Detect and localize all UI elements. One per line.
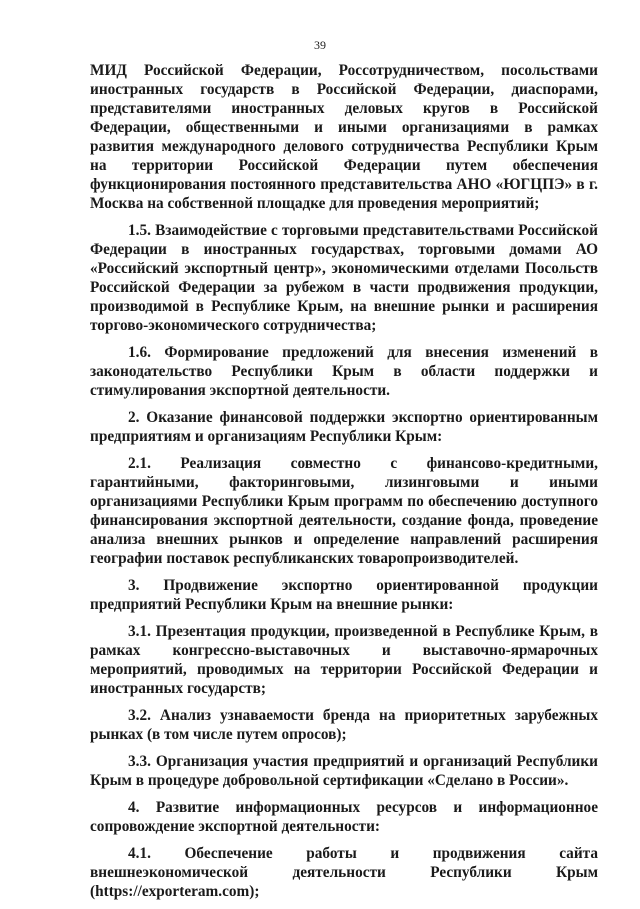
page-number: 39 [314,38,326,52]
paragraph-1-5: 1.5. Взаимодействие с торговыми представительствами Российской Федерации в иностранных государствах, торговыми домами АО «Российский экспортный центр», экономическими отделами Посольств Российской Федерации за рубежом в части продвижения продукции, производимой в Республике Крым, на внешние рынки и расширения торгово-экономического сотрудничества; [90,222,598,334]
paragraph-2-1: 2.1. Реализация совместно с финансово-кредитными, гарантийными, факторинговыми, лизинговыми и иными организациями Республики Крым программ по обеспечению доступного финансирования экспортной деятельности, создание фонда, проведение анализа внешних рынков и определение направлений расширения географии поставок республиканских товаропроизводителей. [90,455,598,567]
paragraph-3: 3. Продвижение экспортно ориентированной продукции предприятий Республики Крым на внешние рынки: [90,577,598,613]
paragraph-3-2: 3.2. Анализ узнаваемости бренда на приоритетных зарубежных рынках (в том числе путем опросов); [90,707,598,743]
document-body [90,61,598,909]
paragraph-3-1: 3.1. Презентация продукции, произведенной в Республике Крым, в рамках конгрессно-выставочных и выставочно-ярмарочных мероприятий, проводимых на территории Российской Федерации и иностранных государств; [90,623,598,697]
paragraph-4: 4. Развитие информационных ресурсов и информационное сопровождение экспортной деятельности: [90,799,598,835]
paragraph-1-6: 1.6. Формирование предложений для внесения изменений в законодательство Республики Крым в области поддержки и стимулирования экспортной деятельности. [90,344,598,399]
paragraph-4-1: 4.1. Обеспечение работы и продвижения сайта внешнеэкономической деятельности Республики Крым (https://exporteram.com); [90,845,598,900]
paragraph-3-3: 3.3. Организация участия предприятий и организаций Республики Крым в процедуре добровольной сертификации «Сделано в России». [90,753,598,789]
paragraph-continuation: МИД Российской Федерации, Россотрудничеством, посольствами иностранных государств в Российской Федерации, диаспорами, представителями иностранных деловых кругов в Российской Федерации, общественными и иными организациями в рамках развития международного делового сотрудничества Республики Крым на территории Российской Федерации путем обеспечения функционирования постоянного представительства АНО «ЮГЦПЭ» в г. Москва на собственной площадке для проведения мероприятий; [90,62,598,212]
paragraph-2: 2. Оказание финансовой поддержки экспортно ориентированным предприятиям и организациям Республики Крым: [90,409,598,445]
